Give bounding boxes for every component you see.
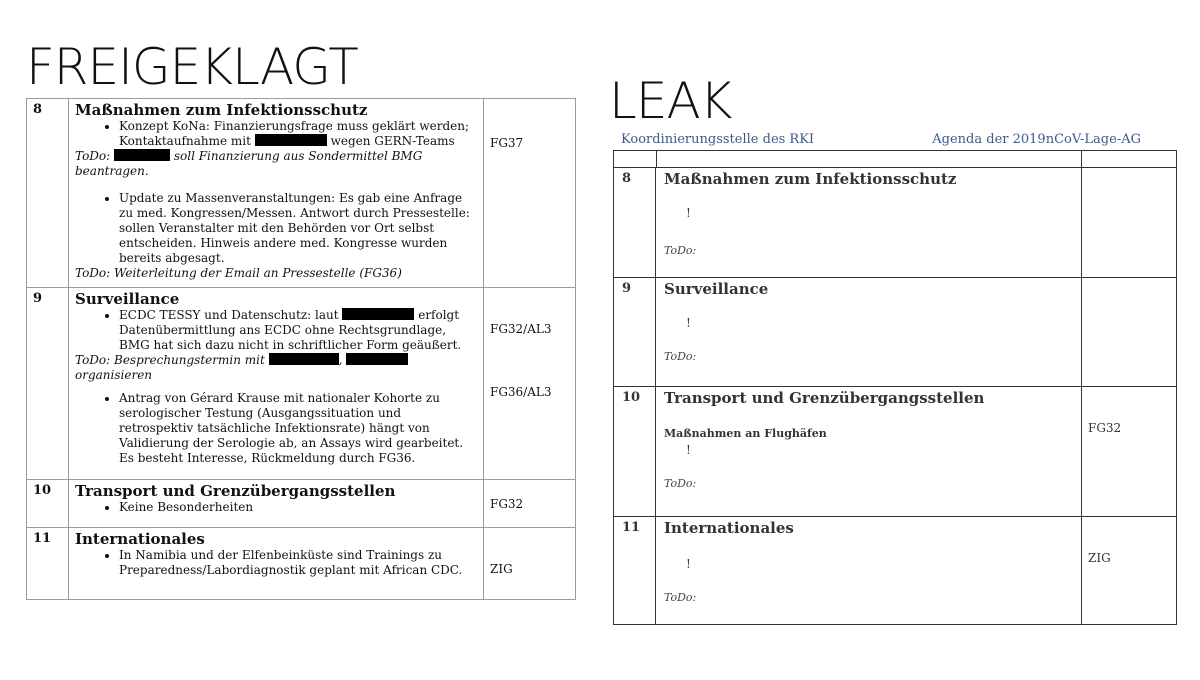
- todo-line: ToDo: soll Finanzierung aus Sondermittel BMG beantragen.: [75, 149, 423, 178]
- section-content: [656, 168, 1082, 278]
- section-number: 11: [614, 517, 656, 625]
- list-item: • Keine Besonderheiten: [119, 500, 477, 515]
- section-content: [69, 480, 484, 528]
- responsible-cell: [1082, 168, 1177, 278]
- section-number: 8: [27, 99, 69, 288]
- section-content: [69, 288, 484, 480]
- blank-mark: !: [686, 443, 691, 457]
- section-title: Maßnahmen zum Infektionsschutz: [664, 170, 957, 188]
- todo-line: ToDo:: [664, 350, 697, 363]
- leak-title: LEAK: [609, 72, 732, 130]
- released-row-8: [27, 99, 576, 288]
- responsible-cell: [1082, 517, 1177, 625]
- responsible-cell: [1082, 278, 1177, 387]
- list-item: • Antrag von Gérard Krause mit nationaler Kohorte zu serologischer Testung (Ausgangssituation und retrospektiv tatsächliche Infektionsrate) hängt von Validierung der Serologie ab, an Assays wird gearbeitet. Es besteht Interesse, Rückmeldung durch FG36.: [119, 391, 477, 466]
- section-subtitle: Maßnahmen an Flughäfen: [664, 427, 827, 440]
- todo-line: ToDo: Weiterleitung der Email an Pressestelle (FG36): [75, 266, 402, 280]
- section-content: [656, 278, 1082, 387]
- todo-line: ToDo:: [664, 477, 697, 490]
- section-title: Internationales: [75, 530, 205, 548]
- todo-line: ToDo: Besprechungstermin mit , organisieren: [75, 353, 477, 383]
- section-content: [69, 99, 484, 288]
- todo-line: ToDo:: [664, 591, 697, 604]
- responsible-cell: [484, 288, 576, 480]
- responsible-unit: FG32: [1088, 421, 1122, 435]
- leaked-document: [613, 128, 1177, 625]
- blank-mark: !: [686, 206, 691, 220]
- section-title: Maßnahmen zum Infektionsschutz: [75, 101, 368, 119]
- responsible-cell: [484, 528, 576, 600]
- responsible-unit: FG32: [490, 497, 524, 511]
- section-title: Internationales: [664, 519, 794, 537]
- blank-mark: !: [686, 316, 691, 330]
- table-head-strip: [613, 150, 1177, 167]
- document-header: [613, 128, 1177, 150]
- redaction-bar: [255, 134, 327, 146]
- leaked-row-9: [614, 278, 1177, 387]
- released-row-9: [27, 288, 576, 480]
- section-number: 10: [614, 387, 656, 517]
- section-number: 9: [614, 278, 656, 387]
- section-title: Transport und Grenzübergangsstellen: [664, 389, 985, 407]
- todo-line: ToDo:: [664, 244, 697, 257]
- leaked-agenda-table: [613, 167, 1177, 625]
- section-number: 11: [27, 528, 69, 600]
- leaked-row-10: [614, 387, 1177, 517]
- section-content: [656, 517, 1082, 625]
- responsible-unit: FG37: [490, 136, 524, 150]
- responsible-cell: [1082, 387, 1177, 517]
- list-item: • ECDC TESSY und Datenschutz: laut erfolgt Datenübermittlung ans ECDC ohne Rechtsgrundlage, BMG hat sich dazu nicht in schriftlicher Form geäußert.: [119, 308, 477, 353]
- list-item: • Update zu Massenveranstaltungen: Es gab eine Anfrage zu med. Kongressen/Messen. Antwort durch Pressestelle: sollen Veranstalter mit den Behörden vor Ort selbst entscheiden. Hinweis andere med. Kongresse wurden bereits abgesagt.: [119, 191, 477, 266]
- blank-mark: !: [686, 557, 691, 571]
- released-row-10: [27, 480, 576, 528]
- redaction-bar: [346, 353, 408, 365]
- released-agenda-table: [26, 98, 576, 600]
- section-content: [69, 528, 484, 600]
- released-row-11: [27, 528, 576, 600]
- list-item: • In Namibia und der Elfenbeinküste sind Trainings zu Preparedness/Labordiagnostik geplant mit African CDC.: [119, 548, 477, 578]
- section-content: [656, 387, 1082, 517]
- freigeklagt-title: FREIGEKLAGT: [26, 38, 358, 96]
- responsible-unit: FG36/AL3: [490, 385, 552, 399]
- list-item: • Konzept KoNa: Finanzierungsfrage muss geklärt werden; Kontaktaufnahme mit wegen GERN-Teams: [119, 119, 477, 149]
- section-number: 10: [27, 480, 69, 528]
- section-title: Surveillance: [75, 290, 180, 308]
- responsible-unit: FG32/AL3: [490, 322, 552, 336]
- header-right-text: Agenda der 2019nCoV-Lage-AG: [932, 132, 1141, 147]
- section-title: Surveillance: [664, 280, 769, 298]
- responsible-cell: [484, 99, 576, 288]
- redaction-bar: [269, 353, 339, 365]
- responsible-cell: [484, 480, 576, 528]
- released-document: [26, 98, 576, 600]
- responsible-unit: ZIG: [490, 562, 513, 576]
- responsible-unit: ZIG: [1088, 551, 1111, 565]
- leaked-row-8: [614, 168, 1177, 278]
- redaction-bar: [342, 308, 414, 320]
- section-number: 8: [614, 168, 656, 278]
- section-number: 9: [27, 288, 69, 480]
- header-left-text: Koordinierungsstelle des RKI: [621, 132, 815, 147]
- redaction-bar: [114, 149, 170, 161]
- leaked-row-11: [614, 517, 1177, 625]
- section-title: Transport und Grenzübergangsstellen: [75, 482, 396, 500]
